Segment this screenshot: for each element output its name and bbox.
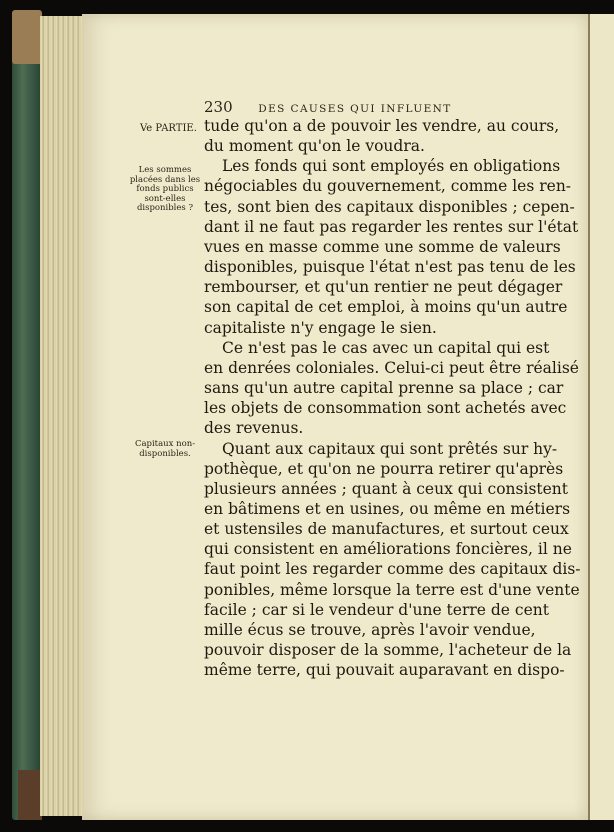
text-line: en denrées coloniales. Celui-ci peut être réalisé xyxy=(204,358,579,377)
text-line: ponibles, même lorsque la terre est d'une vente xyxy=(204,580,580,599)
margin-note-line: Capitaux non- xyxy=(134,439,196,449)
text-line: vues en masse comme une somme de valeurs xyxy=(204,237,561,256)
text-line: tude qu'on a de pouvoir les vendre, au cours, xyxy=(204,117,560,135)
text-line: en bâtimens et en usines, ou même en métiers xyxy=(204,499,571,518)
text-line: Quant aux capitaux qui sont prêtés sur hy- xyxy=(222,439,558,458)
text-line: qui consistent en améliorations foncières, il ne xyxy=(204,540,572,559)
text-line: tes, sont bien des capitaux disponibles ; cepen- xyxy=(204,197,575,216)
margin-note-line: disponibles. xyxy=(139,448,191,459)
binding-worn-corner xyxy=(12,10,42,64)
text-line: Ce n'est pas le cas avec un capital qui est xyxy=(222,338,550,357)
page-stack-edge xyxy=(40,16,84,816)
body-text xyxy=(204,116,581,680)
text-line: plusieurs années ; quant à ceux qui consistent xyxy=(204,479,569,498)
text-line: mille écus se trouve, après l'avoir vendue, xyxy=(204,620,536,639)
text-line: du moment qu'on le voudra. xyxy=(204,137,425,156)
margin-note-line: placées dans les xyxy=(129,174,201,185)
text-line: disponibles, puisque l'état n'est pas tenu de les xyxy=(204,258,576,277)
running-header xyxy=(204,98,544,116)
text-line: sans qu'un autre capital prenne sa place ; car xyxy=(204,379,564,398)
margin-note-line: disponibles ? xyxy=(136,203,194,213)
margin-part-label: Ve PARTIE. xyxy=(140,123,197,134)
margin-note-line: Les sommes xyxy=(138,165,192,175)
text-line: facile ; car si le vendeur d'une terre de cent xyxy=(204,600,549,619)
facing-page-edge xyxy=(588,14,614,820)
text-line: pothèque, et qu'on ne pourra retirer qu'après xyxy=(204,459,564,478)
text-line: Les fonds qui sont employés en obligations xyxy=(222,157,561,176)
book-spine-binding xyxy=(12,14,42,820)
text-line: son capital de cet emploi, à moins qu'un autre xyxy=(204,298,568,317)
text-line: même terre, qui pouvait auparavant en dispo- xyxy=(204,661,565,680)
text-line: dant il ne faut pas regarder les rentes sur l'état xyxy=(204,217,579,236)
text-line: rembourser, et qu'un rentier ne peut dégager xyxy=(204,278,563,297)
text-line: négociables du gouvernement, comme les ren- xyxy=(204,177,572,196)
binding-bottom-corner xyxy=(18,770,42,820)
margin-note-line: fonds publics xyxy=(136,184,194,194)
text-line: capitaliste n'y engage le sien. xyxy=(204,318,437,337)
margin-note-public-funds xyxy=(128,166,202,214)
margin-note-non-available-capital xyxy=(128,440,202,459)
text-line: et ustensiles de manufactures, et surtout ceux xyxy=(204,520,569,539)
text-line: des revenus. xyxy=(204,419,304,438)
page-number: 230 xyxy=(204,98,233,116)
text-line: pouvoir disposer de la somme, l'acheteur de la xyxy=(204,641,572,660)
text-line: faut point les regarder comme des capitaux dis- xyxy=(204,560,581,579)
margin-note-line: sont-elles xyxy=(144,193,186,204)
text-line: les objets de consommation sont achetés avec xyxy=(204,399,567,418)
running-title: DES CAUSES QUI INFLUENT xyxy=(258,103,452,115)
